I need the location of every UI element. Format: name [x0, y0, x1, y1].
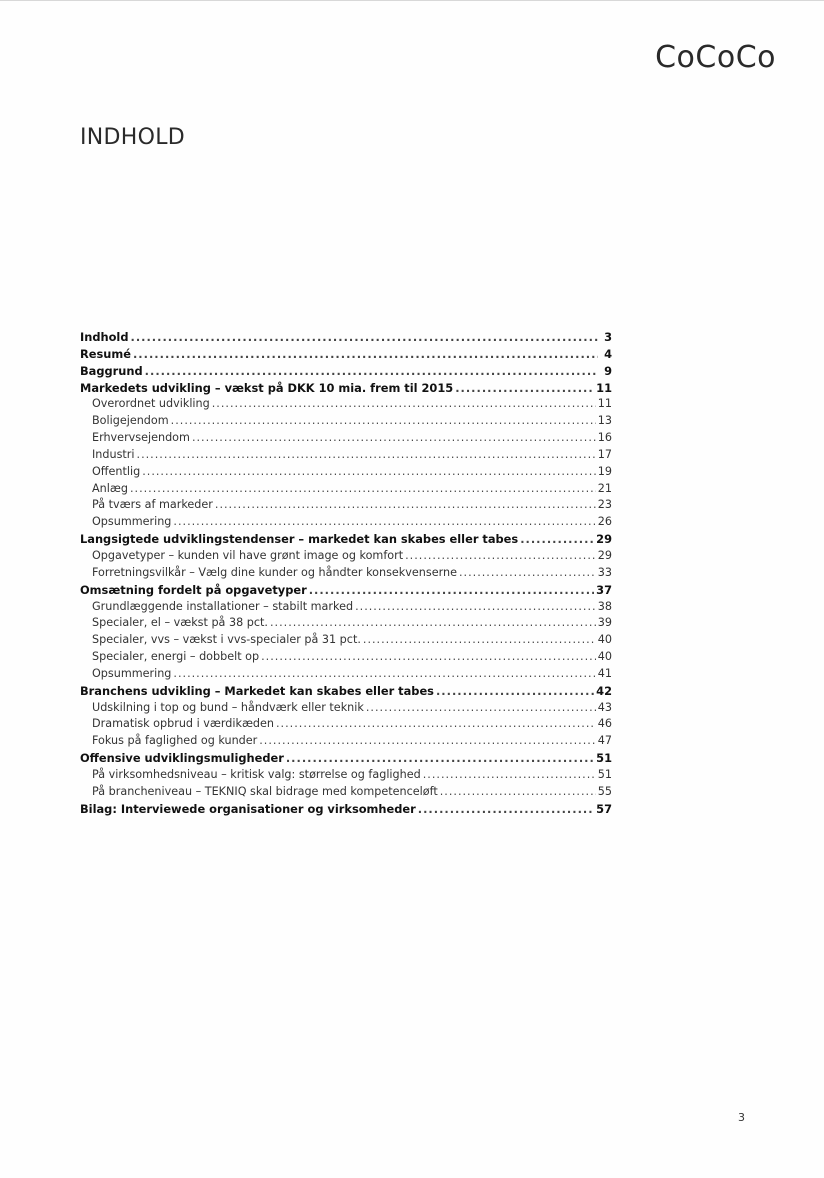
toc-entry-page-number: 38 [597, 599, 612, 613]
toc-entry-page-number: 11 [596, 380, 612, 395]
toc-entry-page-number: 16 [597, 431, 612, 445]
toc-entry-chapter[interactable] [80, 363, 612, 380]
toc-entry-page-number: 57 [596, 801, 612, 816]
toc-dot-leader [440, 784, 596, 801]
page-title: INDHOLD [80, 125, 186, 150]
toc-dot-leader [212, 396, 596, 413]
toc-dot-leader [405, 548, 596, 565]
toc-dot-leader [363, 632, 596, 649]
toc-dot-leader [215, 497, 596, 514]
toc-dot-leader [270, 615, 596, 632]
toc-entry-label: Baggrund [80, 363, 143, 378]
toc-dot-leader [145, 363, 598, 380]
toc-dot-leader [131, 329, 599, 346]
toc-entry-chapter[interactable] [80, 380, 612, 397]
toc-dot-leader [455, 380, 594, 397]
toc-entry-page-number: 40 [597, 633, 612, 647]
toc-entry-label: Langsigtede udviklingstendenser – markedet kan skabes eller tabes [80, 532, 519, 547]
toc-dot-leader [366, 700, 596, 717]
toc-entry-page-number: 51 [597, 767, 612, 781]
toc-entry-label: Grundlæggende installationer – stabilt marked [92, 599, 354, 613]
toc-entry-label: Specialer, energi – dobbelt op [92, 650, 260, 664]
page-top-edge [0, 0, 824, 1]
toc-entry-page-number: 39 [597, 616, 612, 630]
toc-entry-label: Offentlig [92, 464, 141, 478]
toc-entry-label: Resumé [80, 346, 131, 361]
toc-dot-leader [137, 447, 596, 464]
toc-entry-section[interactable] [80, 464, 612, 481]
toc-entry-section[interactable] [80, 430, 612, 447]
toc-entry-section[interactable] [80, 700, 612, 717]
toc-entry-section[interactable] [80, 447, 612, 464]
toc-entry-page-number: 41 [597, 666, 612, 680]
page-number: 3 [738, 1111, 745, 1124]
toc-entry-section[interactable] [80, 716, 612, 733]
toc-entry-label: Dramatisk opbrud i værdikæden [92, 717, 274, 731]
toc-entry-label: Opgavetyper – kunden vil have grønt image og komfort [92, 548, 404, 562]
toc-dot-leader [418, 801, 594, 818]
toc-entry-section[interactable] [80, 599, 612, 616]
toc-entry-section[interactable] [80, 767, 612, 784]
toc-dot-leader [261, 649, 596, 666]
toc-entry-chapter[interactable] [80, 531, 612, 548]
toc-entry-chapter[interactable] [80, 750, 612, 767]
table-of-contents [80, 329, 612, 817]
toc-entry-label: Markedets udvikling – vækst på DKK 10 mia. frem til 2015 [80, 380, 454, 395]
toc-entry-section[interactable] [80, 632, 612, 649]
brand-logo-text: CoCoCo [655, 40, 776, 75]
toc-entry-label: Boligejendom [92, 414, 169, 428]
toc-entry-label: Opsummering [92, 666, 172, 680]
toc-entry-label: Specialer, el – vækst på 38 pct. [92, 616, 268, 630]
toc-entry-page-number: 46 [597, 717, 612, 731]
toc-entry-label: Branchens udvikling – Markedet kan skabes eller tabes [80, 683, 434, 698]
toc-entry-label: På virksomhedsniveau – kritisk valg: størrelse og faglighed [92, 767, 421, 781]
toc-entry-page-number: 42 [596, 683, 612, 698]
toc-entry-page-number: 19 [597, 464, 612, 478]
toc-entry-chapter[interactable] [80, 582, 612, 599]
toc-entry-page-number: 37 [596, 582, 612, 597]
toc-entry-section[interactable] [80, 733, 612, 750]
toc-entry-page-number: 3 [604, 330, 612, 344]
toc-dot-leader [309, 582, 594, 599]
toc-dot-leader [459, 565, 596, 582]
toc-entry-label: Fokus på faglighed og kunder [92, 734, 258, 748]
toc-entry-page-number: 4 [604, 346, 612, 361]
toc-entry-label: Offensive udviklingsmuligheder [80, 751, 284, 766]
toc-entry-page-number: 13 [597, 414, 612, 428]
toc-entry-label: Industri [92, 447, 135, 461]
toc-entry-page-number: 9 [604, 363, 612, 378]
toc-entry-page-number: 23 [597, 498, 612, 512]
toc-dot-leader [173, 514, 595, 531]
toc-entry-chapter[interactable] [80, 683, 612, 700]
toc-dot-leader [171, 413, 596, 430]
toc-entry-section[interactable] [80, 565, 612, 582]
toc-dot-leader [130, 481, 596, 498]
toc-entry-label: Bilag: Interviewede organisationer og virksomheder [80, 801, 416, 816]
toc-dot-leader [286, 750, 594, 767]
toc-entry-label: Opsummering [92, 515, 172, 529]
toc-entry-section[interactable] [80, 666, 612, 683]
toc-entry-page-number: 21 [597, 481, 612, 495]
toc-entry-section[interactable] [80, 649, 612, 666]
toc-dot-leader [423, 767, 596, 784]
toc-entry-page-number: 33 [597, 565, 612, 579]
toc-entry-page-number: 29 [596, 532, 612, 547]
toc-entry-page-number: 29 [597, 548, 612, 562]
toc-entry-section[interactable] [80, 514, 612, 531]
toc-entry-section[interactable] [80, 615, 612, 632]
toc-entry-label: Specialer, vvs – vækst i vvs-specialer på 31 pct. [92, 633, 361, 647]
toc-dot-leader [259, 733, 596, 750]
toc-entry-page-number: 40 [597, 650, 612, 664]
toc-entry-label: På brancheniveau – TEKNIQ skal bidrage med kompetenceløft [92, 784, 438, 798]
toc-entry-page-number: 43 [597, 700, 612, 714]
toc-entry-page-number: 11 [597, 397, 612, 411]
toc-entry-label: Indhold [80, 330, 129, 344]
toc-entry-page-number: 26 [597, 515, 612, 529]
toc-entry-label: Forretningsvilkår – Vælg dine kunder og håndter konsekvenserne [92, 565, 457, 579]
toc-entry-page-number: 17 [597, 447, 612, 461]
toc-entry-section[interactable] [80, 481, 612, 498]
toc-entry-chapter[interactable] [80, 346, 612, 363]
toc-entry-label: Omsætning fordelt på opgavetyper [80, 582, 307, 597]
toc-entry-chapter[interactable] [80, 329, 612, 346]
toc-entry-label: Overordnet udvikling [92, 397, 210, 411]
toc-entry-label: På tværs af markeder [92, 498, 213, 512]
toc-entry-section[interactable] [80, 548, 612, 565]
toc-dot-leader [436, 683, 594, 700]
toc-entry-page-number: 51 [596, 751, 612, 766]
toc-entry-label: Udskilning i top og bund – håndværk eller teknik [92, 700, 364, 714]
toc-dot-leader [276, 716, 596, 733]
toc-entry-label: Anlæg [92, 481, 128, 495]
toc-entry-section[interactable] [80, 784, 612, 801]
toc-dot-leader [192, 430, 596, 447]
toc-entry-label: Erhvervsejendom [92, 431, 190, 445]
toc-dot-leader [520, 531, 594, 548]
toc-entry-section[interactable] [80, 497, 612, 514]
toc-dot-leader [142, 464, 596, 481]
toc-dot-leader [133, 346, 598, 363]
toc-entry-section[interactable] [80, 413, 612, 430]
toc-dot-leader [355, 599, 596, 616]
toc-entry-section[interactable] [80, 396, 612, 413]
toc-entry-page-number: 55 [597, 784, 612, 798]
toc-dot-leader [173, 666, 595, 683]
toc-entry-chapter[interactable] [80, 801, 612, 818]
toc-entry-page-number: 47 [597, 734, 612, 748]
